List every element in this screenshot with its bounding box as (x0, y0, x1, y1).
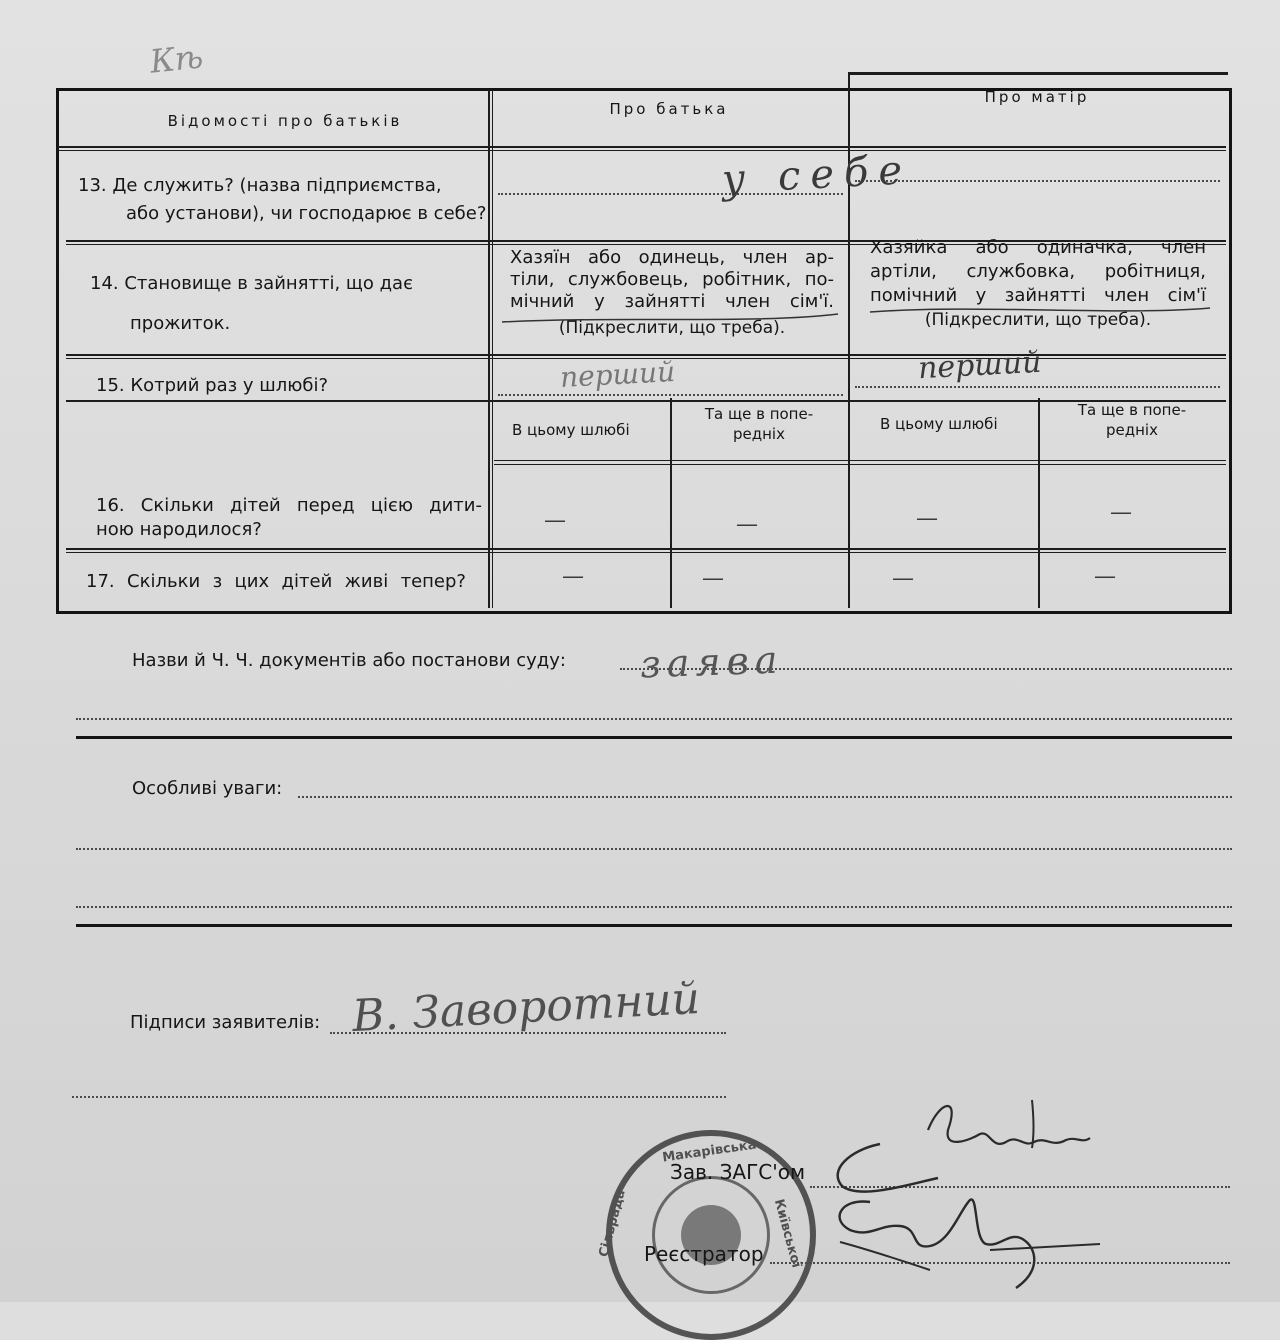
documents-section-rule (76, 736, 1232, 739)
applicants-line-2 (72, 1096, 726, 1098)
notes-line-3 (76, 906, 1232, 908)
registrar-signature (810, 1180, 1110, 1302)
row14-mother-option-1: Хазяйка або одиначка, член (870, 237, 1206, 258)
row17-label: 17. Скільки з цих дітей живі тепер? (86, 571, 466, 592)
documents-handwritten-value: заява (639, 637, 785, 687)
row15-father-line (498, 394, 843, 396)
row14-father-option-2: тіли, службовець, робітник, по- (510, 269, 834, 290)
row16-value-mother-current: — (916, 506, 938, 531)
row16-label-line2: ною народилося? (96, 519, 262, 540)
col-divider-1b (492, 90, 493, 608)
row16-value-father-previous: — (736, 512, 758, 537)
row-divider-16-sub (494, 460, 1226, 461)
stamp-text-right: Київської (770, 1197, 804, 1270)
row14-mother-note: (Підкреслити, що треба). (924, 310, 1152, 330)
row14-father-option-3: мічний у зайнятті член сім'ї. (510, 291, 834, 312)
row15-mother-line (855, 386, 1220, 388)
stamp-text-top: Макарівська (661, 1137, 758, 1166)
notes-line-1 (298, 796, 1232, 798)
notes-label: Особливі уваги: (132, 778, 283, 799)
row14-father-option-1: Хазяїн або одинець, член ар- (510, 247, 834, 268)
row16-mother-sub-in-marriage: В цьому шлюбі (880, 415, 998, 433)
row-divider-header-b (58, 150, 1226, 151)
header-info: Відомості про батьків (167, 112, 403, 130)
row16-label-line1: 16. Скільки дітей перед цією дити- (96, 495, 482, 516)
documents-line-2 (76, 718, 1232, 720)
row-divider-header (58, 146, 1226, 148)
row14-hand-underlines (498, 300, 1218, 330)
documents-label: Назви й Ч. Ч. документів або постанови суду: (132, 650, 566, 671)
row15-label: 15. Котрий раз у шлюбі? (96, 375, 329, 396)
row14-mother-option-3: помічний у зайнятті член сім'ї (870, 285, 1206, 306)
head-label: Зав. ЗАГС'ом (670, 1160, 806, 1184)
stamp-text-left: Сільрада (596, 1188, 629, 1259)
row16-mother-sub-previous-2: редніх (1106, 421, 1158, 439)
row16-value-mother-previous: — (1110, 500, 1132, 525)
applicant-signature: В. Заворотний (350, 972, 702, 1043)
row13-label-line2: або установи), чи господарює в себе? (126, 203, 487, 224)
row17-value-mother-previous: — (1094, 564, 1116, 589)
row14-label-line1: 14. Становище в зайнятті, що дає (90, 273, 413, 294)
row15-mother-answer: перший (917, 344, 1043, 387)
mother-header-top-line (848, 72, 1228, 75)
applicants-label: Підписи заявителів: (130, 1012, 321, 1033)
row17-value-father-previous: — (702, 566, 724, 591)
header-mother: Про матір (984, 88, 1090, 106)
row16-mother-sub-previous-1: Та ще в попе- (1077, 401, 1187, 419)
row15-father-answer: перший (559, 355, 676, 394)
row13-handwritten-answer: у себе (720, 147, 914, 203)
row16-father-sub-previous-1: Та ще в попе- (704, 405, 814, 423)
row-divider-16 (66, 548, 1226, 550)
row13-label-line1: 13. Де служить? (назва підприємства, (78, 175, 442, 196)
col-divider-mother-sub (1038, 398, 1040, 608)
folio-mark: Кѣ (148, 37, 205, 81)
col-divider-father-sub (670, 398, 672, 608)
row17-value-father-current: — (562, 564, 584, 589)
col-divider-1 (488, 90, 490, 608)
row-divider-16b (66, 552, 1226, 553)
row14-mother-option-2: артіли, службовка, робітниця, (870, 261, 1206, 282)
row14-label-line2: прожиток. (130, 313, 231, 334)
row16-father-sub-previous-2: редніх (733, 425, 785, 443)
header-father: Про батька (609, 100, 729, 118)
notes-section-rule (76, 924, 1232, 927)
registrar-label: Реєстратор (644, 1242, 764, 1266)
row16-value-father-current: — (544, 508, 566, 533)
row14-father-note: (Підкреслити, що треба). (558, 318, 786, 338)
row17-value-mother-current: — (892, 566, 914, 591)
row-divider-16-sub-b (494, 464, 1226, 465)
row16-father-sub-in-marriage: В цьому шлюбі (512, 421, 630, 439)
notes-line-2 (76, 848, 1232, 850)
